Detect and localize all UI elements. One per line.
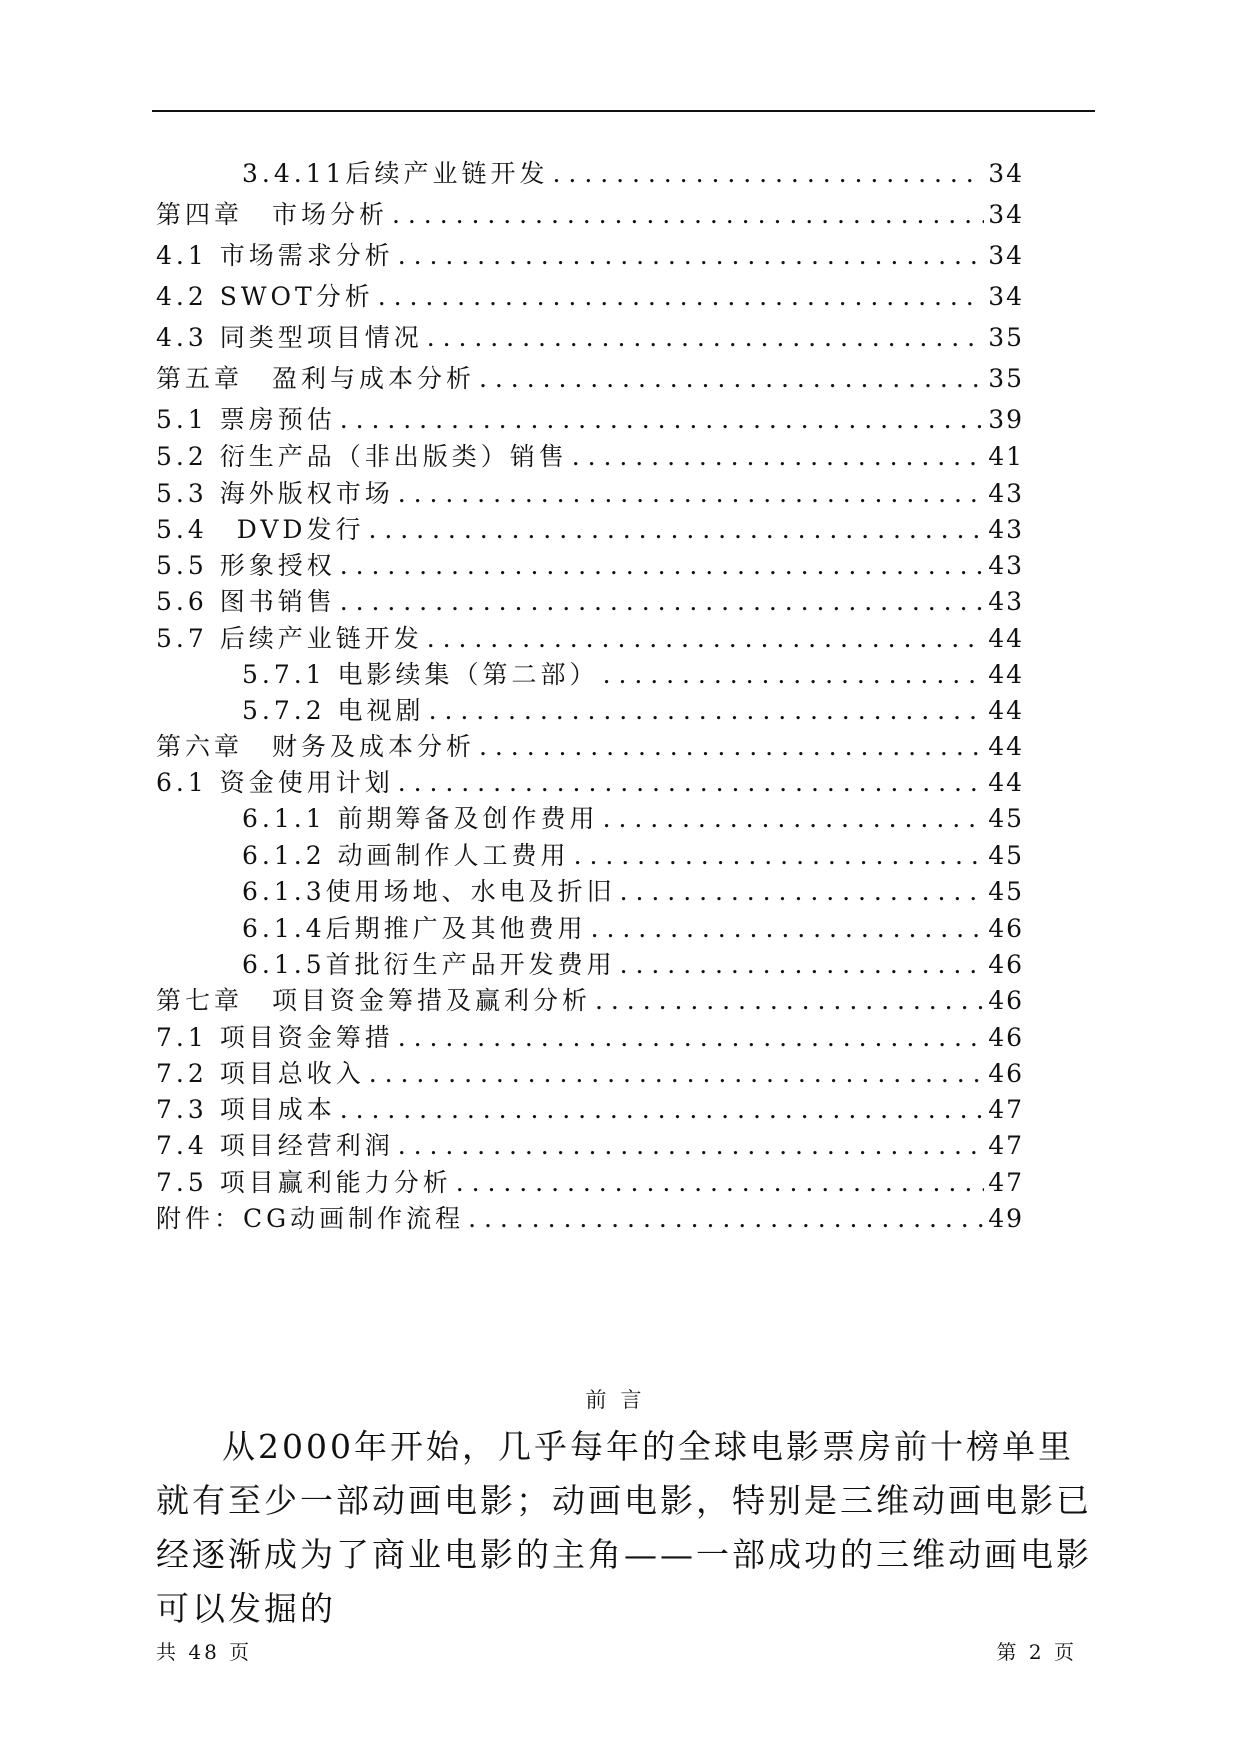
toc-entry-label: 5.7.1 电影续集（第二部） <box>242 660 599 689</box>
toc-entry-page: 35 <box>988 323 1024 352</box>
toc-entry-page: 43 <box>988 479 1024 508</box>
toc-entry-page: 34 <box>988 241 1024 270</box>
toc-entry-label: 7.2 项目总收入 <box>156 1059 365 1088</box>
toc-entry[interactable] <box>156 510 1024 544</box>
toc-dot-leader <box>479 364 984 393</box>
toc-entry[interactable] <box>156 318 1024 352</box>
toc-dot-leader <box>427 323 984 352</box>
toc-dot-leader <box>429 696 985 725</box>
toc-entry[interactable] <box>156 981 1024 1015</box>
toc-entry-page: 34 <box>988 282 1024 311</box>
toc-dot-leader <box>398 479 984 508</box>
toc-entry-page: 43 <box>988 515 1024 544</box>
toc-entry-page: 34 <box>988 159 1024 188</box>
toc-entry[interactable] <box>156 359 1024 393</box>
toc-entry[interactable] <box>242 799 1024 833</box>
toc-entry-page: 41 <box>988 442 1024 471</box>
toc-entry-page: 49 <box>988 1204 1024 1233</box>
toc-dot-leader <box>340 1095 984 1124</box>
toc-entry[interactable] <box>156 1126 1024 1160</box>
toc-entry-label: 7.3 项目成本 <box>156 1095 336 1124</box>
toc-dot-leader <box>591 914 985 943</box>
toc-entry[interactable] <box>156 236 1024 270</box>
toc-entry-label: 第五章 盈利与成本分析 <box>156 364 476 393</box>
toc-entry[interactable] <box>242 154 1024 188</box>
toc-entry-label: 第七章 项目资金筹措及赢利分析 <box>156 986 592 1015</box>
toc-entry[interactable] <box>156 1054 1024 1088</box>
toc-entry-label: 附件：CG动画制作流程 <box>156 1204 465 1233</box>
toc-entry-label: 4.1 市场需求分析 <box>156 241 394 270</box>
toc-entry-page: 44 <box>988 624 1024 653</box>
toc-entry-page: 46 <box>988 1023 1024 1052</box>
toc-entry[interactable] <box>242 909 1024 943</box>
toc-entry[interactable] <box>242 872 1024 906</box>
toc-dot-leader <box>398 241 984 270</box>
toc-entry-page: 46 <box>988 914 1024 943</box>
toc-entry-label: 5.3 海外版权市场 <box>156 479 394 508</box>
toc-entry-page: 44 <box>988 732 1024 761</box>
toc-dot-leader <box>392 200 984 229</box>
toc-entry-label: 6.1.2 动画制作人工费用 <box>242 841 570 870</box>
preface-paragraph: 从2000年开始，几乎每年的全球电影票房前十榜单里就有至少一部动画电影；动画电影，特别是三维动画电影已经逐渐成为了商业电影的主角——一部成功的三维动画电影可以发掘的 <box>156 1427 1092 1628</box>
toc-dot-leader <box>603 804 985 833</box>
footer-current-page: 第 2 页 <box>996 1640 1077 1664</box>
toc-entry-label: 6.1 资金使用计划 <box>156 768 394 797</box>
toc-entry[interactable] <box>156 195 1024 229</box>
toc-entry-label: 7.4 项目经营利润 <box>156 1131 394 1160</box>
toc-entry-label: 4.3 同类型项目情况 <box>156 323 423 352</box>
toc-entry[interactable] <box>156 1199 1024 1233</box>
footer-total-pages: 共 48 页 <box>156 1640 253 1664</box>
toc-entry-page: 44 <box>988 696 1024 725</box>
toc-entry-label: 第四章 市场分析 <box>156 200 389 229</box>
toc-entry[interactable] <box>156 546 1024 580</box>
toc-entry[interactable] <box>156 1018 1024 1052</box>
preface-title: 前言 <box>585 1388 656 1412</box>
header-rule <box>152 110 1095 112</box>
toc-entry[interactable] <box>242 691 1024 725</box>
toc-entry-label: 6.1.4后期推广及其他费用 <box>242 914 587 943</box>
toc-entry[interactable] <box>242 836 1024 870</box>
toc-dot-leader <box>574 841 985 870</box>
toc-entry-label: 5.1 票房预估 <box>156 405 336 434</box>
toc-entry-label: 5.5 形象授权 <box>156 551 336 580</box>
toc-entry[interactable] <box>156 474 1024 508</box>
toc-entry[interactable] <box>156 1090 1024 1124</box>
toc-entry-page: 45 <box>988 804 1024 833</box>
toc-entry-page: 35 <box>988 364 1024 393</box>
toc-entry[interactable] <box>242 945 1024 979</box>
toc-dot-leader <box>427 624 984 653</box>
toc-entry-page: 43 <box>988 587 1024 616</box>
toc-entry[interactable] <box>242 655 1024 689</box>
toc-entry-label: 6.1.3使用场地、水电及折旧 <box>242 877 616 906</box>
toc-dot-leader <box>340 405 984 434</box>
toc-entry-label: 5.4 DVD发行 <box>156 515 365 544</box>
toc-entry-label: 5.6 图书销售 <box>156 587 336 616</box>
toc-entry-page: 46 <box>988 986 1024 1015</box>
toc-entry-page: 34 <box>988 200 1024 229</box>
toc-dot-leader <box>468 1204 984 1233</box>
toc-entry-page: 47 <box>988 1095 1024 1124</box>
toc-entry-label: 6.1.5首批衍生产品开发费用 <box>242 950 616 979</box>
toc-entry-label: 3.4.11后续产业链开发 <box>242 159 549 188</box>
toc-entry-label: 5.7 后续产业链开发 <box>156 624 423 653</box>
toc-dot-leader <box>620 950 985 979</box>
toc-dot-leader <box>479 732 984 761</box>
toc-entry[interactable] <box>156 727 1024 761</box>
toc-dot-leader <box>398 1023 984 1052</box>
toc-entry-label: 第六章 财务及成本分析 <box>156 732 476 761</box>
toc-entry-page: 43 <box>988 551 1024 580</box>
toc-dot-leader <box>369 1059 984 1088</box>
toc-dot-leader <box>456 1168 984 1197</box>
toc-dot-leader <box>340 587 984 616</box>
toc-entry[interactable] <box>156 619 1024 653</box>
toc-dot-leader <box>398 1131 984 1160</box>
toc-entry[interactable] <box>156 277 1024 311</box>
toc-entry-page: 47 <box>988 1131 1024 1160</box>
toc-entry-page: 45 <box>988 877 1024 906</box>
toc-entry[interactable] <box>156 582 1024 616</box>
toc-dot-leader <box>368 515 984 544</box>
toc-entry-page: 46 <box>988 1059 1024 1088</box>
toc-entry-label: 5.7.2 电视剧 <box>242 696 425 725</box>
toc-dot-leader <box>378 282 984 311</box>
toc-entry-page: 44 <box>988 768 1024 797</box>
toc-entry[interactable] <box>156 763 1024 797</box>
toc-entry-page: 39 <box>988 405 1024 434</box>
toc-entry[interactable] <box>156 400 1024 434</box>
toc-entry-page: 45 <box>988 841 1024 870</box>
toc-entry-label: 4.2 SWOT分析 <box>156 282 374 311</box>
toc-entry-page: 46 <box>988 950 1024 979</box>
toc-dot-leader <box>620 877 985 906</box>
toc-entry-label: 7.5 项目赢利能力分析 <box>156 1168 452 1197</box>
toc-entry[interactable] <box>156 1163 1024 1197</box>
toc-entry-page: 47 <box>988 1168 1024 1197</box>
toc-entry-label: 7.1 项目资金筹措 <box>156 1023 394 1052</box>
toc-dot-leader <box>603 660 985 689</box>
toc-entry[interactable] <box>156 437 1024 471</box>
toc-entry-label: 5.2 衍生产品（非出版类）销售 <box>156 442 568 471</box>
toc-dot-leader <box>340 551 984 580</box>
preface-body <box>156 1420 1096 1636</box>
toc-entry-label: 6.1.1 前期筹备及创作费用 <box>242 804 599 833</box>
toc-entry-page: 44 <box>988 660 1024 689</box>
toc-dot-leader <box>398 768 984 797</box>
toc-dot-leader <box>553 159 985 188</box>
toc-dot-leader <box>595 986 984 1015</box>
toc-dot-leader <box>572 442 984 471</box>
